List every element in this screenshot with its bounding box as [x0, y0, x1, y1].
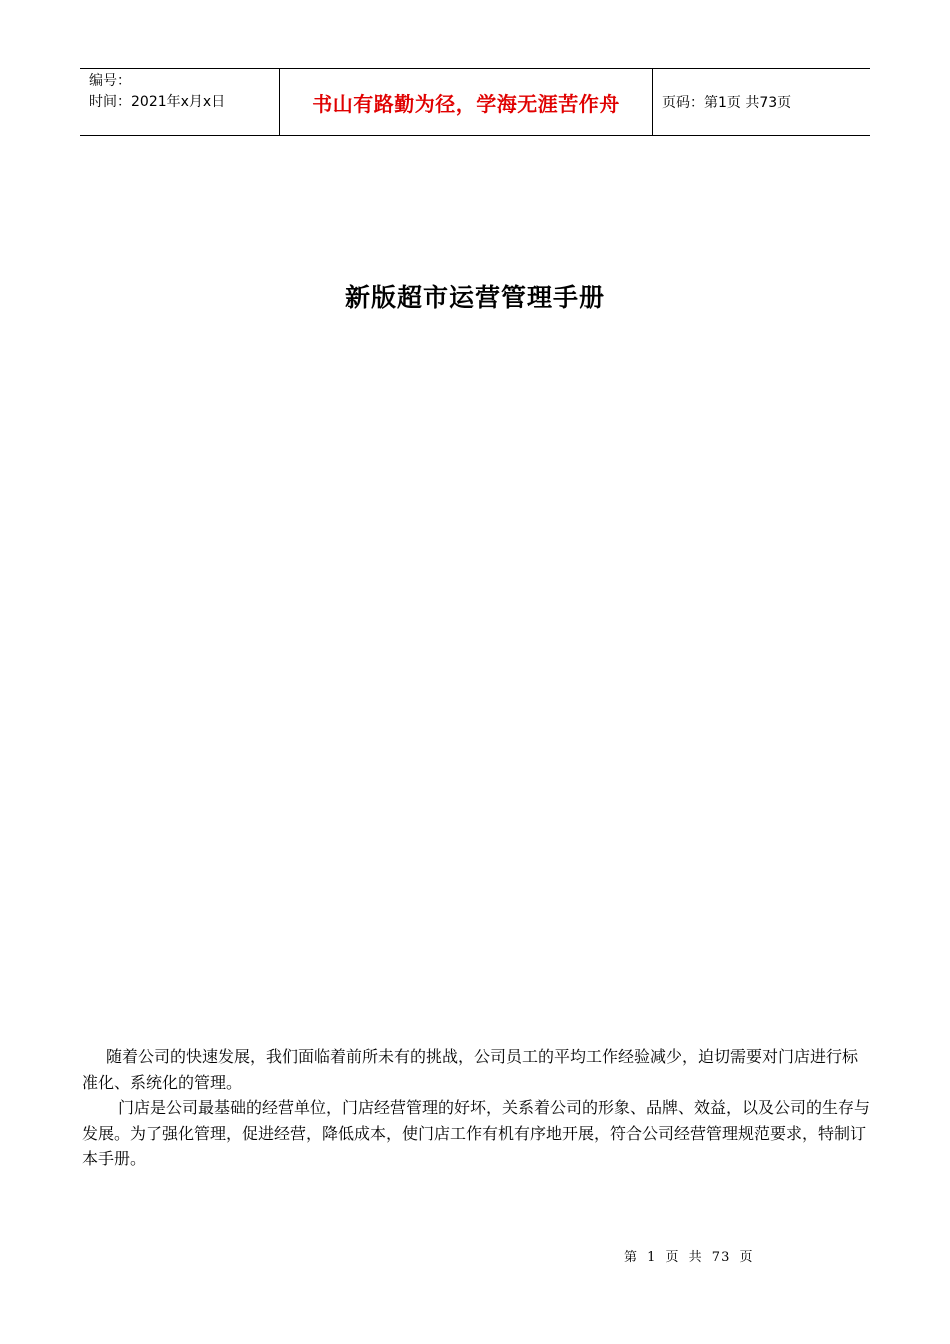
header-motto — [280, 69, 653, 135]
header-meta — [80, 69, 280, 135]
page-info-text: 页码：第1页 共73页 — [662, 95, 792, 111]
motto-text: 书山有路勤为径，学海无涯苦作舟 — [312, 91, 620, 116]
intro-paragraph: 随着公司的快速发展，我们面临着前所未有的挑战，公司员工的平均工作经验减少，迫切需要对门店进行标准化、系统化的管理。 — [82, 1047, 859, 1092]
intro-paragraph: 门店是公司最基础的经营单位，门店经营管理的好坏，关系着公司的形象、品牌、效益，以及公司的生存与发展。为了强化管理，促进经营，降低成本，使门店工作有机有序地开展，符合公司经营管理规范要求，特制订本手册。 — [82, 1098, 871, 1168]
document-date: 时间：2021年x月x日 — [89, 94, 226, 110]
page-footer: 第 1 页 共 73 页 — [624, 1250, 754, 1265]
document-number-label: 编号： — [89, 73, 131, 89]
page-header — [80, 68, 870, 136]
header-page-info — [653, 69, 870, 135]
document-title: 新版超市运营管理手册 — [344, 283, 605, 312]
intro-section — [82, 1044, 872, 1172]
